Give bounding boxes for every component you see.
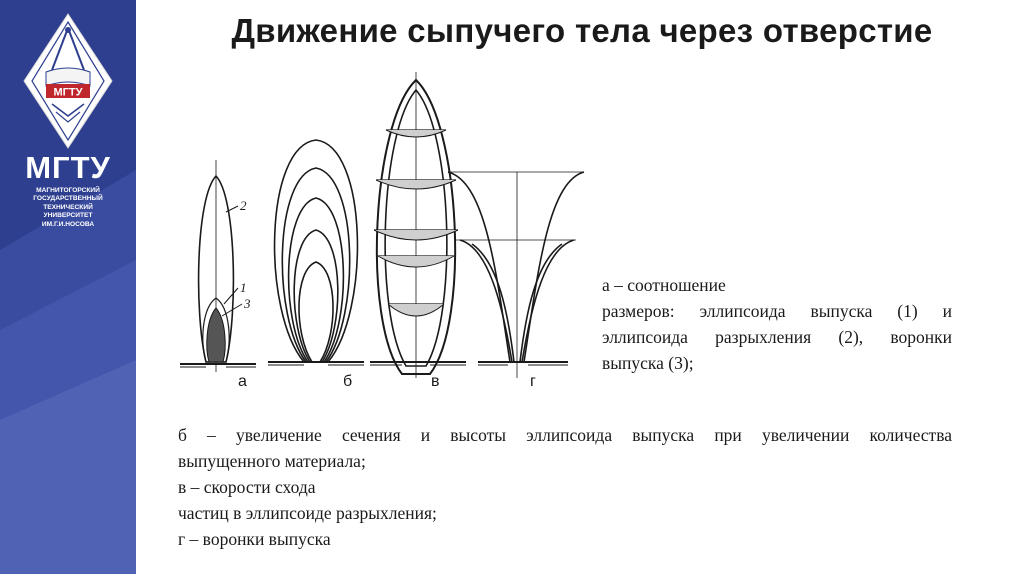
callout-label: 2 xyxy=(240,198,247,213)
brand-line: УНИВЕРСИТЕТ xyxy=(43,212,93,220)
body-line: г – воронки выпуска xyxy=(178,529,331,549)
brand-subtitle xyxy=(0,187,136,229)
callout-label: 1 xyxy=(240,280,247,295)
sidebar xyxy=(0,0,136,574)
body-text xyxy=(178,422,952,552)
brand-line: МАГНИТОГОРСКИЙ xyxy=(36,187,100,194)
figure-v xyxy=(370,72,466,390)
brand-line: ГОСУДАРСТВЕННЫЙ xyxy=(33,195,103,203)
brand-name: МГТУ xyxy=(25,150,111,185)
figure-b xyxy=(268,140,364,390)
figure-label: в xyxy=(431,373,440,390)
body-line: б – увеличение сечения и высоты эллипсоида выпуска при увеличении количества xyxy=(178,425,952,445)
brand-line: ИМ.Г.И.НОСОВА xyxy=(41,220,95,228)
body-line: в – скорости схода xyxy=(178,477,316,497)
body-line: частиц в эллипсоиде разрыхления; xyxy=(178,503,437,523)
brand-line: ТЕХНИЧЕСКИЙ xyxy=(43,203,93,211)
figure-label: а xyxy=(238,373,247,390)
logo-text: МГТУ xyxy=(53,86,83,99)
caption-line: выпуска (3); xyxy=(602,353,694,373)
flow-diagram xyxy=(176,72,594,392)
caption-a xyxy=(602,272,952,376)
figure-g xyxy=(448,172,584,390)
figure-label: б xyxy=(343,373,353,390)
caption-line: а – соотношение xyxy=(602,275,726,295)
caption-line: размеров: эллипсоида выпуска (1) и xyxy=(602,301,952,321)
figure-a xyxy=(180,160,256,390)
body-line: выпущенного материала; xyxy=(178,451,366,471)
callout-label: 3 xyxy=(244,296,251,311)
page-title: Движение сыпучего тела через отверстие xyxy=(231,12,933,49)
university-logo xyxy=(22,12,114,150)
caption-line: эллипсоида разрыхления (2), воронки xyxy=(602,327,952,347)
figure-label: г xyxy=(530,373,536,390)
